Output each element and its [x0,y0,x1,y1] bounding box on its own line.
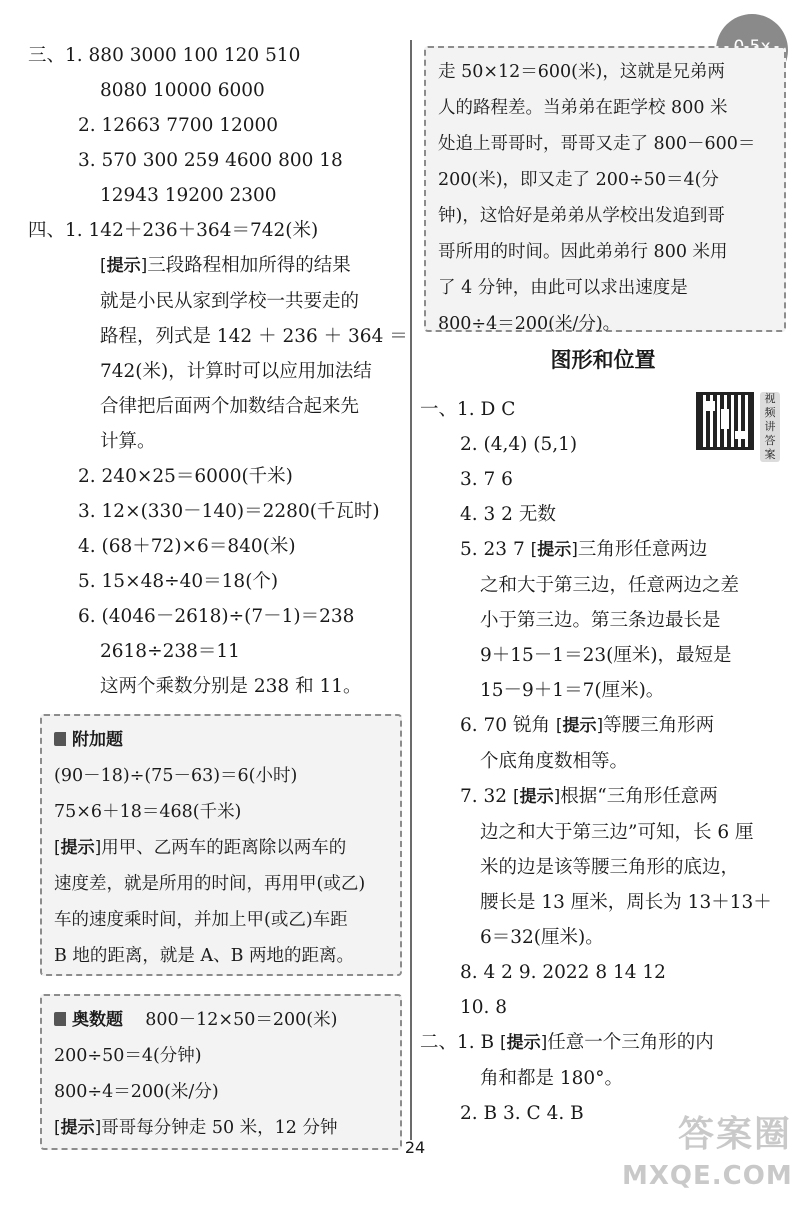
section-flag-icon [54,732,66,746]
hint-line [420,1025,786,1061]
section-flag-icon [54,1012,66,1026]
hint-label: [ 提示 ] [54,838,101,858]
answer-line: 800－12×50＝200(米) [145,1010,338,1030]
hint-line: 边之和大于第三边”可知，长 6 厘 [480,822,754,843]
answer-line: 8080 10000 6000 [100,80,265,101]
hint-text: 根据“三角形任意两 [560,786,718,807]
hint-line: 速度差，就是所用的时间，再用甲(或乙) [54,874,366,894]
box-title: 奥数题 [72,1010,123,1030]
right-column [420,392,786,1131]
hint-line: 车的速度乘时间，并加上甲(或乙)车距 [54,910,348,930]
hint-line: 米的边是该等腰三角形的底边， [480,857,740,878]
hint-text: 哥哥每分钟走 50 米，12 分钟 [101,1118,338,1138]
hint-text: 等腰三角形两 [603,715,715,736]
answer-line: 10. 8 [460,997,508,1018]
hint-line: 了 4 分钟，由此可以求出速度是 [438,278,688,298]
answer-line: 200÷50＝4(分钟) [54,1046,202,1066]
hint-line: 个底角度数相等。 [480,751,629,772]
hint-line: 742(米)，计算时可以应用加法结 [100,361,372,382]
answer-line: 4. 3 2 无数 [460,504,556,525]
answer-line: 一、1. D C [420,399,516,420]
hint-line: 6＝32(厘米)。 [480,927,604,948]
answer-line: 3. 12×(330－140)＝2280(千瓦时) [78,501,380,522]
hint-line [420,532,786,568]
column-divider [410,40,412,1140]
answer-line: 2. (4,4) (5,1) [460,434,578,455]
box-title: 附加题 [72,730,123,750]
hint-line: 走 50×12＝600(米)，这就是兄弟两 [438,62,725,82]
bonus-question-box [40,714,402,976]
hint-line: 合律把后面两个加数结合起来先 [100,396,360,417]
answer-line: 2618÷238＝11 [100,641,240,662]
hint-line: 腰长是 13 厘米，周长为 13＋13＋ [480,892,772,913]
hint-line: 200(米)，即又走了 200÷50＝4(分 [438,170,719,190]
watermark-url: MXQE.COM [622,1161,793,1191]
hint-line [28,248,406,284]
hint-label: [ 提示 ] [556,716,603,736]
hint-line [420,708,786,744]
box-title-line [54,1002,388,1038]
unit-title: 图形和位置 [550,348,656,372]
answer-line: 3. 570 300 259 4600 800 18 [78,150,343,171]
answer-line: 5. 15×48÷40＝18(个) [78,571,279,592]
hint-text: 三段路程相加所得的结果 [147,255,351,276]
answer-line: 2. 240×25＝6000(千米) [78,466,293,487]
answer-line: 4. (68＋72)×6＝840(米) [78,536,296,557]
answer-line: 2. 12663 7700 12000 [78,115,279,136]
hint-line: 就是小民从家到学校一共要走的 [100,291,360,312]
qr-label[interactable]: 视频讲答案 [760,392,780,462]
hint-line: 角和都是 180°。 [480,1068,623,1089]
olympiad-question-box [40,994,402,1150]
hint-line: 15－9＋1＝7(厘米)。 [480,680,665,701]
hint-line: 计算。 [100,431,156,452]
olympiad-continuation-box [424,46,786,332]
hint-line: B 地的距离，就是 A、B 两地的距离。 [54,946,355,966]
hint-line: 路程，列式是 142 ＋ 236 ＋ 364 ＝ [100,326,408,347]
hint-line [420,779,786,815]
answer-line: 8. 4 2 9. 2022 8 14 12 [460,962,666,983]
hint-line [54,1110,388,1146]
hint-line: 800÷4＝200(米/分)。 [438,314,621,334]
hint-line: 小于第三边。第三条边最长是 [480,610,721,631]
hint-line: 9＋15－1＝23(厘米)，最短是 [480,645,732,666]
hint-line: 哥所用的时间。因此弟弟行 800 米用 [438,242,728,262]
hint-text: 任意一个三角形的内 [547,1032,714,1053]
box-title-line [54,722,388,758]
hint-label: [ 提示 ] [531,540,578,560]
hint-line: 钟)，这恰好是弟弟从学校出发追到哥 [438,206,725,226]
answer-line: 四、1. 142＋236＋364＝742(米) [28,220,319,241]
hint-text: 用甲、乙两车的距离除以两车的 [101,838,347,858]
page-number: 24 [404,1138,426,1157]
answer-line: 这两个乘数分别是 238 和 11。 [100,676,362,697]
hint-text: 三角形任意两边 [577,539,708,560]
answer-line: 75×6＋18＝468(千米) [54,802,242,822]
hint-label: [ 提示 ] [54,1118,101,1138]
answer-line: 6. (4046－2618)÷(7－1)＝238 [78,606,355,627]
answer-text: 7. 32 [460,786,513,807]
watermark-text: 答案圈 [677,1114,792,1155]
answer-line: 3. 7 6 [460,469,513,490]
left-column [28,38,406,704]
hint-label: [ 提示 ] [100,256,147,276]
hint-line: 处追上哥哥时，哥哥又走了 800－600＝ [438,134,756,154]
answer-text: 二、1. B [420,1032,501,1053]
answer-line: 三、1. 880 3000 100 120 510 [28,45,301,66]
answer-text: 5. 23 7 [460,539,531,560]
hint-line [54,830,388,866]
answer-line: (90－18)÷(75－63)＝6(小时) [54,766,298,786]
watermark-logo [622,1112,792,1202]
answer-line: 12943 19200 2300 [100,185,277,206]
hint-label: [ 提示 ] [500,1033,547,1053]
hint-line: 人的路程差。当弟弟在距学校 800 米 [438,98,728,118]
hint-line: 之和大于第三边，任意两边之差 [480,575,740,596]
answer-line: 2. B 3. C 4. B [460,1103,584,1124]
answer-line: 800÷4＝200(米/分) [54,1082,219,1102]
hint-label: [ 提示 ] [513,787,560,807]
answer-text: 6. 70 锐角 [460,715,556,736]
